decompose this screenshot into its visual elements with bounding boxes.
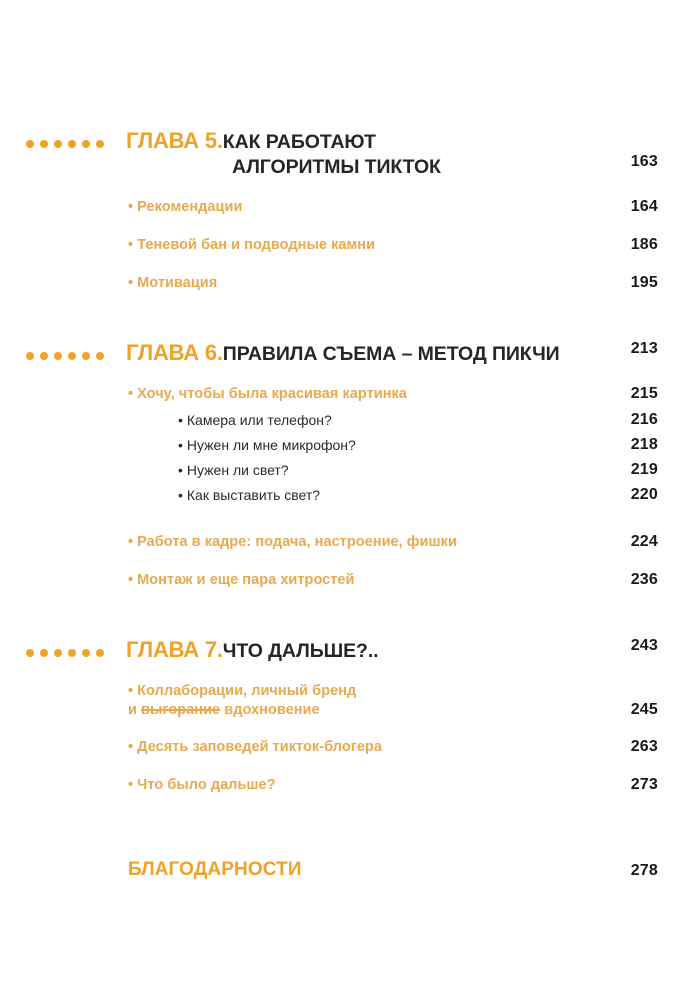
toc-subitem-label <box>178 462 289 478</box>
chapter-title-wrap <box>126 637 592 664</box>
toc-item-text: Рекомендации <box>137 199 243 215</box>
chapter-title-line2: АЛГОРИТМЫ ТИКТОК <box>232 156 441 178</box>
dot-row-icon <box>26 637 126 657</box>
toc-subitem-text: Как выставить свет? <box>186 487 321 503</box>
toc-item-label <box>128 237 375 253</box>
bullet-icon: • <box>128 683 134 699</box>
dot-icon <box>40 140 48 148</box>
toc-item-text-line2-suffix: вдохновение <box>220 702 320 718</box>
chapter-number-7: ГЛАВА 7. <box>126 637 223 662</box>
dot-icon <box>54 140 62 148</box>
acknowledgements-entry[interactable] <box>0 858 682 882</box>
toc-item-text: Десять заповедей тикток-блогера <box>137 739 382 755</box>
toc-subitem[interactable] <box>0 486 682 505</box>
toc-item[interactable] <box>0 385 682 405</box>
chapter-title-6 <box>126 340 592 367</box>
dot-icon <box>68 140 76 148</box>
dot-icon <box>54 649 62 657</box>
chapter-block-6 <box>0 340 682 591</box>
dot-icon <box>82 140 90 148</box>
toc-item[interactable] <box>0 236 682 256</box>
chapter-title-line1: ЧТО ДАЛЬШЕ?.. <box>222 640 379 662</box>
section-spacer <box>0 591 682 637</box>
dot-icon <box>96 140 104 148</box>
toc-subitem-page-number: 219 <box>630 461 658 478</box>
chapter-title-wrap <box>126 128 592 180</box>
toc-item-text: Теневой бан и подводные камни <box>137 237 376 253</box>
toc-item-label <box>128 386 407 402</box>
toc-item-page-number: 224 <box>630 533 658 550</box>
bullet-icon: • <box>128 199 134 215</box>
toc-subitem-text: Камера или телефон? <box>186 412 332 428</box>
bullet-icon: • <box>178 462 183 478</box>
toc-item-text: Что было дальше? <box>137 777 276 793</box>
dot-icon <box>82 352 90 360</box>
dot-icon <box>26 352 34 360</box>
toc-item-label <box>128 739 382 755</box>
toc-item-page-number: 273 <box>630 776 658 793</box>
chapter-heading-5[interactable] <box>0 128 682 180</box>
dot-icon <box>54 352 62 360</box>
toc-item[interactable] <box>0 274 682 294</box>
dot-icon <box>96 352 104 360</box>
dot-icon <box>68 352 76 360</box>
toc-subitem-page-number: 220 <box>630 486 658 503</box>
toc-item[interactable] <box>0 198 682 218</box>
chapter-block-7 <box>0 637 682 796</box>
toc-item-text: Хочу, чтобы была красивая картинка <box>137 386 407 402</box>
chapter-heading-6[interactable] <box>0 340 682 367</box>
toc-item-page-number: 195 <box>630 274 658 291</box>
chapter-page-number-5: 163 <box>630 153 658 170</box>
toc-subitem[interactable] <box>0 411 682 430</box>
dot-icon <box>82 649 90 657</box>
chapter-title-line1: ПРАВИЛА СЪЕМА – МЕТОД ПИКЧИ <box>222 343 560 365</box>
acknowledgements-label: БЛАГОДАРНОСТИ <box>128 859 302 880</box>
chapter-heading-7[interactable] <box>0 637 682 664</box>
chapter-title-7 <box>126 637 592 664</box>
toc-item-page-number: 245 <box>630 701 658 718</box>
section-spacer <box>0 796 682 858</box>
toc-subitem-text: Нужен ли мне микрофон? <box>186 437 356 453</box>
toc-item[interactable] <box>0 776 682 796</box>
dot-icon <box>96 649 104 657</box>
chapter-number-5: ГЛАВА 5. <box>126 128 223 153</box>
toc-item-text-struck: выгорание <box>141 702 221 718</box>
bullet-icon: • <box>178 412 183 428</box>
toc-item-page-number: 215 <box>630 385 658 402</box>
chapter-title-5 <box>126 128 592 180</box>
toc-subitem-page-number: 216 <box>630 411 658 428</box>
bullet-icon: • <box>128 237 134 253</box>
bullet-icon: • <box>178 437 183 453</box>
toc-item[interactable] <box>0 533 682 553</box>
toc-subitem[interactable] <box>0 436 682 455</box>
chapter-page-number-6: 213 <box>630 340 658 357</box>
bullet-icon: • <box>128 739 134 755</box>
toc-item-page-number: 186 <box>630 236 658 253</box>
section-spacer <box>0 294 682 340</box>
toc-item-text: Мотивация <box>137 275 218 291</box>
dot-icon <box>40 352 48 360</box>
toc-subitem-label <box>178 487 320 503</box>
toc-item-text-line1: Коллаборации, личный бренд <box>137 683 357 699</box>
dot-icon <box>68 649 76 657</box>
toc-subitem-text: Нужен ли свет? <box>186 462 289 478</box>
toc-item-label <box>128 199 242 215</box>
chapter-number-6: ГЛАВА 6. <box>126 340 223 365</box>
table-of-contents <box>0 128 682 882</box>
toc-item-text: Работа в кадре: подача, настроение, фишки <box>137 534 457 550</box>
chapter-title-wrap <box>126 340 592 367</box>
chapter-page-number-7: 243 <box>630 637 658 654</box>
dot-row-icon <box>26 340 126 360</box>
bullet-icon: • <box>128 386 134 402</box>
toc-item-label <box>128 275 217 291</box>
toc-item-text: Монтаж и еще пара хитростей <box>137 572 355 588</box>
toc-item-page-number: 263 <box>630 738 658 755</box>
toc-subitem-page-number: 218 <box>630 436 658 453</box>
bullet-icon: • <box>178 487 183 503</box>
toc-item-label <box>128 777 276 793</box>
bullet-icon: • <box>128 572 134 588</box>
acknowledgements-page-number: 278 <box>630 862 658 879</box>
bullet-icon: • <box>128 534 134 550</box>
dot-icon <box>40 649 48 657</box>
toc-item-label <box>128 683 356 718</box>
chapter-title-line1: КАК РАБОТАЮТ <box>222 131 376 153</box>
toc-item-label <box>128 572 355 588</box>
toc-subitem-label <box>178 437 356 453</box>
dot-icon <box>26 140 34 148</box>
chapter-block-5 <box>0 128 682 294</box>
bullet-icon: • <box>128 777 134 793</box>
dot-row-icon <box>26 128 126 148</box>
toc-item-page-number: 236 <box>630 571 658 588</box>
toc-item-text-line2-prefix: и <box>128 702 142 718</box>
toc-item-page-number: 164 <box>630 198 658 215</box>
dot-icon <box>26 649 34 657</box>
toc-item[interactable] <box>0 682 682 720</box>
toc-item-label <box>128 534 457 550</box>
toc-subitem[interactable] <box>0 461 682 480</box>
toc-item[interactable] <box>0 738 682 758</box>
bullet-icon: • <box>128 275 134 291</box>
toc-subitem-label <box>178 412 332 428</box>
toc-item[interactable] <box>0 571 682 591</box>
